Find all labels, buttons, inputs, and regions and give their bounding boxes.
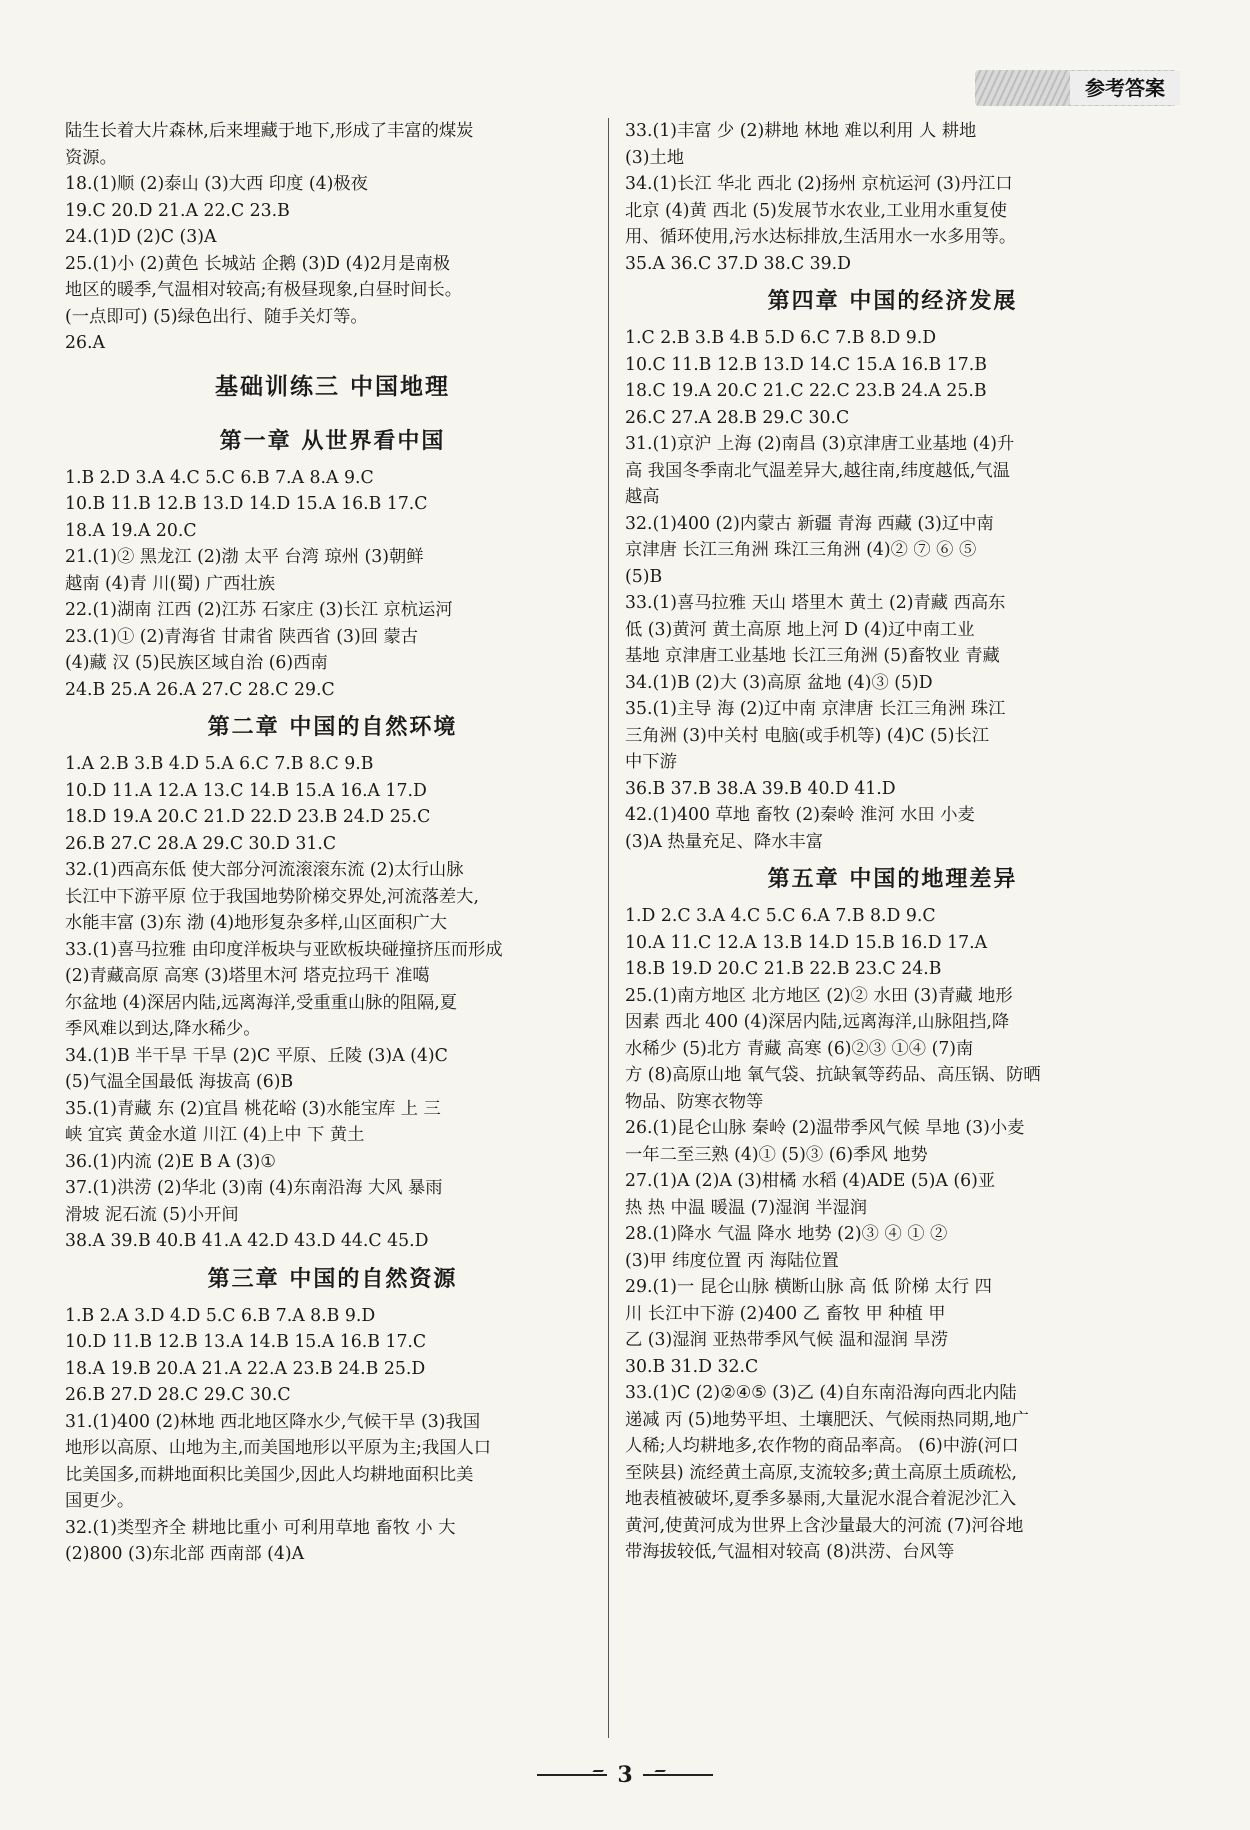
- chapter-title: 第一章 从世界看中国: [219, 427, 446, 454]
- answer-line: 37.(1)洪涝 (2)华北 (3)南 (4)东南沿海 大风 暴雨: [65, 1178, 443, 1198]
- answer-line: 热 热 中温 暖温 (7)湿润 半湿润: [625, 1197, 868, 1218]
- answer-line: 滑坡 泥石流 (5)小开间: [65, 1204, 239, 1225]
- answer-line: 用、循环使用,污水达标排放,生活用水一水多用等。: [625, 227, 1017, 247]
- answer-line: 31.(1)京沪 上海 (2)南昌 (3)京津唐工业基地 (4)升: [625, 434, 1015, 454]
- answer-line: (2)800 (3)东北部 西南部 (4)A: [65, 1544, 305, 1564]
- answer-line: (5)B: [625, 566, 663, 587]
- right-column: [625, 118, 1160, 1566]
- answer-line: 18.D 19.A 20.C 21.D 22.D 23.B 24.D 25.C: [65, 807, 431, 827]
- answer-line: 26.B 27.C 28.A 29.C 30.D 31.C: [65, 833, 337, 854]
- answer-line: 比美国多,而耕地面积比美国少,因此人均耕地面积比美: [65, 1464, 474, 1485]
- answer-line: 18.A 19.B 20.A 21.A 22.A 23.B 24.B 25.D: [65, 1358, 426, 1379]
- answer-line: 32.(1)400 (2)内蒙古 新疆 青海 西藏 (3)辽中南: [625, 513, 994, 534]
- answer-line: 季风难以到达,降水稀少。: [65, 1019, 261, 1039]
- page-footer: [0, 1760, 1250, 1790]
- answer-line: 34.(1)B 半干旱 干旱 (2)C 平原、丘陵 (3)A (4)C: [65, 1045, 448, 1066]
- answer-line: 方 (8)高原山地 氧气袋、抗缺氧等药品、高压锅、防晒: [625, 1065, 1041, 1085]
- answer-line: (3)甲 纬度位置 丙 海陆位置: [625, 1250, 839, 1271]
- chapter-title: 第五章 中国的地理差异: [767, 866, 1018, 892]
- answer-line: 峡 宜宾 黄金水道 川江 (4)上中 下 黄土: [65, 1125, 365, 1145]
- answer-line: 42.(1)400 草地 畜牧 (2)秦岭 淮河 水田 小麦: [625, 805, 975, 825]
- answer-line: (2)青藏高原 高寒 (3)塔里木河 塔克拉玛干 准噶: [65, 966, 430, 986]
- answer-line: 18.C 19.A 20.C 21.C 22.C 23.B 24.A 25.B: [625, 381, 987, 401]
- answer-line: 人稀;人均耕地多,农作物的商品率高。 (6)中游(河口: [625, 1436, 1019, 1456]
- answer-line: 38.A 39.B 40.B 41.A 42.D 43.D 44.C 45.D: [65, 1231, 429, 1251]
- answer-line: 1.A 2.B 3.B 4.D 5.A 6.C 7.B 8.C 9.B: [65, 754, 374, 774]
- footer-ornament-right: [643, 1770, 713, 1780]
- answer-line: 京津唐 长江三角洲 珠江三角洲 (4)② ⑦ ⑥ ⑤: [625, 540, 977, 560]
- answer-line: 27.(1)A (2)A (3)柑橘 水稻 (4)ADE (5)A (6)亚: [625, 1171, 996, 1191]
- answer-line: 25.(1)南方地区 北方地区 (2)② 水田 (3)青藏 地形: [625, 985, 1013, 1006]
- answer-line: 递减 丙 (5)地势平坦、土壤肥沃、气候雨热同期,地广: [625, 1409, 1029, 1430]
- answer-line: 18.B 19.D 20.C 21.B 22.B 23.C 24.B: [625, 959, 942, 979]
- answer-line: 尔盆地 (4)深居内陆,远离海洋,受重重山脉的阻隔,夏: [65, 992, 458, 1013]
- answer-line: 因素 西北 400 (4)深居内陆,远离海洋,山脉阻挡,降: [625, 1012, 1010, 1032]
- answer-line: 34.(1)B (2)大 (3)高原 盆地 (4)③ (5)D: [625, 672, 933, 693]
- answer-line: 越高: [625, 487, 660, 507]
- answer-line: 18.A 19.A 20.C: [65, 520, 197, 541]
- answer-line: 带海拔较低,气温相对较高 (8)洪涝、台风等: [625, 1542, 955, 1562]
- answer-line: 22.(1)湖南 江西 (2)江苏 石家庄 (3)长江 京杭运河: [65, 600, 453, 620]
- page-number: 3: [617, 1762, 633, 1788]
- answer-line: (5)气温全国最低 海拔高 (6)B: [65, 1072, 294, 1092]
- answer-line: 三角洲 (3)中关村 电脑(或手机等) (4)C (5)长江: [625, 725, 990, 746]
- answer-line: 26.C 27.A 28.B 29.C 30.C: [625, 407, 850, 428]
- answer-line: 33.(1)喜马拉雅 天山 塔里木 黄土 (2)青藏 西高东: [625, 593, 1006, 613]
- answer-line: 33.(1)丰富 少 (2)耕地 林地 难以利用 人 耕地: [625, 121, 977, 141]
- answer-line: 18.(1)顺 (2)泰山 (3)大西 印度 (4)极夜: [65, 174, 368, 194]
- section-title: 基础训练三 中国地理: [214, 372, 450, 400]
- answer-line: 10.C 11.B 12.B 13.D 14.C 15.A 16.B 17.B: [625, 354, 987, 375]
- answer-line: 35.(1)主导 海 (2)辽中南 京津唐 长江三角洲 珠江: [625, 699, 1006, 719]
- answer-line: 10.B 11.B 12.B 13.D 14.D 15.A 16.B 17.C: [65, 494, 428, 514]
- answer-line: 乙 (3)湿润 亚热带季风气候 温和湿润 旱涝: [625, 1330, 948, 1350]
- answer-line: 33.(1)喜马拉雅 由印度洋板块与亚欧板块碰撞挤压而形成: [65, 939, 503, 960]
- answer-line: 越南 (4)青 川(蜀) 广西壮族: [65, 573, 275, 594]
- answer-line: 26.B 27.D 28.C 29.C 30.C: [65, 1385, 291, 1405]
- answer-line: (3)土地: [625, 147, 685, 168]
- answer-line: 国更少。: [65, 1491, 135, 1511]
- answer-line: 32.(1)西高东低 使大部分河流滚滚东流 (2)太行山脉: [65, 860, 464, 880]
- answer-line: 地表植被破坏,夏季多暴雨,大量泥水混合着泥沙汇入: [625, 1489, 1017, 1509]
- footer-ornament-left: [537, 1770, 607, 1780]
- answer-line: 地形以高原、山地为主,而美国地形以平原为主;我国人口: [65, 1438, 492, 1458]
- answer-line: (4)藏 汉 (5)民族区域自治 (6)西南: [65, 653, 328, 673]
- answer-line: 29.(1)一 昆仑山脉 横断山脉 高 低 阶梯 太行 四: [625, 1277, 992, 1297]
- answer-line: 10.A 11.C 12.A 13.B 14.D 15.B 16.D 17.A: [625, 932, 988, 953]
- answer-line: 24.(1)D (2)C (3)A: [65, 227, 217, 247]
- chapter-title: 第二章 中国的自然环境: [207, 714, 458, 740]
- answer-line: 28.(1)降水 气温 降水 地势 (2)③ ④ ① ②: [625, 1224, 948, 1244]
- answer-line: 34.(1)长江 华北 西北 (2)扬州 京杭运河 (3)丹江口: [625, 174, 1013, 194]
- answer-line: 资源。: [65, 147, 117, 168]
- answer-line: 黄河,使黄河成为世界上含沙量最大的河流 (7)河谷地: [625, 1515, 1024, 1536]
- answer-line: 1.C 2.B 3.B 4.B 5.D 6.C 7.B 8.D 9.D: [625, 328, 937, 348]
- page-header-title: 参考答案: [1070, 71, 1180, 105]
- answer-line: 23.(1)① (2)青海省 甘肃省 陕西省 (3)回 蒙古: [65, 626, 419, 647]
- answer-line: 北京 (4)黄 西北 (5)发展节水农业,工业用水重复使: [625, 200, 1007, 221]
- answer-line: 低 (3)黄河 黄土高原 地上河 D (4)辽中南工业: [625, 619, 975, 640]
- answer-line: 35.(1)青藏 东 (2)宜昌 桃花峪 (3)水能宝库 上 三: [65, 1098, 441, 1119]
- answer-line: 25.(1)小 (2)黄色 长城站 企鹅 (3)D (4)2月是南极: [65, 253, 451, 274]
- answer-line: 基地 京津唐工业基地 长江三角洲 (5)畜牧业 青藏: [625, 646, 1000, 666]
- answer-line: 35.A 36.C 37.D 38.C 39.D: [625, 253, 852, 274]
- answer-line: 至陕县) 流经黄土高原,支流较多;黄土高原土质疏松,: [625, 1462, 1017, 1483]
- left-column: [65, 118, 600, 1568]
- answer-line: 陆生长着大片森林,后来埋藏于地下,形成了丰富的煤炭: [65, 121, 474, 141]
- column-divider: [608, 118, 609, 1738]
- answer-line: 10.D 11.B 12.B 13.A 14.B 15.A 16.B 17.C: [65, 1332, 427, 1352]
- answer-line: 长江中下游平原 位于我国地势阶梯交界处,河流落差大,: [65, 886, 479, 907]
- answer-line: 物品、防寒衣物等: [625, 1091, 764, 1112]
- answer-line: 26.A: [65, 333, 105, 353]
- answer-line: 32.(1)类型齐全 耕地比重小 可利用草地 畜牧 小 大: [65, 1517, 456, 1538]
- answer-line: 30.B 31.D 32.C: [625, 1356, 759, 1377]
- answer-line: 36.B 37.B 38.A 39.B 40.D 41.D: [625, 778, 896, 799]
- answer-line: 水稀少 (5)北方 青藏 高寒 (6)②③ ①④ (7)南: [625, 1038, 974, 1059]
- answer-line: 33.(1)C (2)②④⑤ (3)乙 (4)自东南沿海向西北内陆: [625, 1383, 1017, 1403]
- answer-line: (一点即可) (5)绿色出行、随手关灯等。: [65, 306, 368, 327]
- answer-line: 24.B 25.A 26.A 27.C 28.C 29.C: [65, 679, 335, 700]
- answer-line: 高 我国冬季南北气温差异大,越往南,纬度越低,气温: [625, 460, 1010, 481]
- answer-line: 1.D 2.C 3.A 4.C 5.C 6.A 7.B 8.D 9.C: [625, 906, 936, 926]
- answer-line: 21.(1)② 黑龙江 (2)渤 太平 台湾 琼州 (3)朝鲜: [65, 547, 424, 567]
- answer-line: (3)A 热量充足、降水丰富: [625, 831, 823, 852]
- answer-line: 36.(1)内流 (2)E B A (3)①: [65, 1151, 276, 1172]
- answer-line: 19.C 20.D 21.A 22.C 23.B: [65, 200, 290, 221]
- answer-line: 31.(1)400 (2)林地 西北地区降水少,气候干旱 (3)我国: [65, 1411, 481, 1432]
- answer-line: 地区的暖季,气温相对较高;有极昼现象,白昼时间长。: [65, 280, 462, 300]
- answer-line: 10.D 11.A 12.A 13.C 14.B 15.A 16.A 17.D: [65, 780, 427, 801]
- answer-line: 26.(1)昆仑山脉 秦岭 (2)温带季风气候 旱地 (3)小麦: [625, 1118, 1025, 1138]
- answer-line: 水能丰富 (3)东 渤 (4)地形复杂多样,山区面积广大: [65, 913, 447, 933]
- answer-line: 中下游: [625, 752, 677, 772]
- answer-line: 1.B 2.A 3.D 4.D 5.C 6.B 7.A 8.B 9.D: [65, 1305, 376, 1326]
- answer-line: 川 长江中下游 (2)400 乙 畜牧 甲 种植 甲: [625, 1303, 946, 1324]
- chapter-title: 第三章 中国的自然资源: [207, 1265, 458, 1292]
- chapter-title: 第四章 中国的经济发展: [767, 288, 1018, 314]
- answer-line: 一年二至三熟 (4)① (5)③ (6)季风 地势: [625, 1144, 928, 1165]
- answer-line: 1.B 2.D 3.A 4.C 5.C 6.B 7.A 8.A 9.C: [65, 467, 374, 488]
